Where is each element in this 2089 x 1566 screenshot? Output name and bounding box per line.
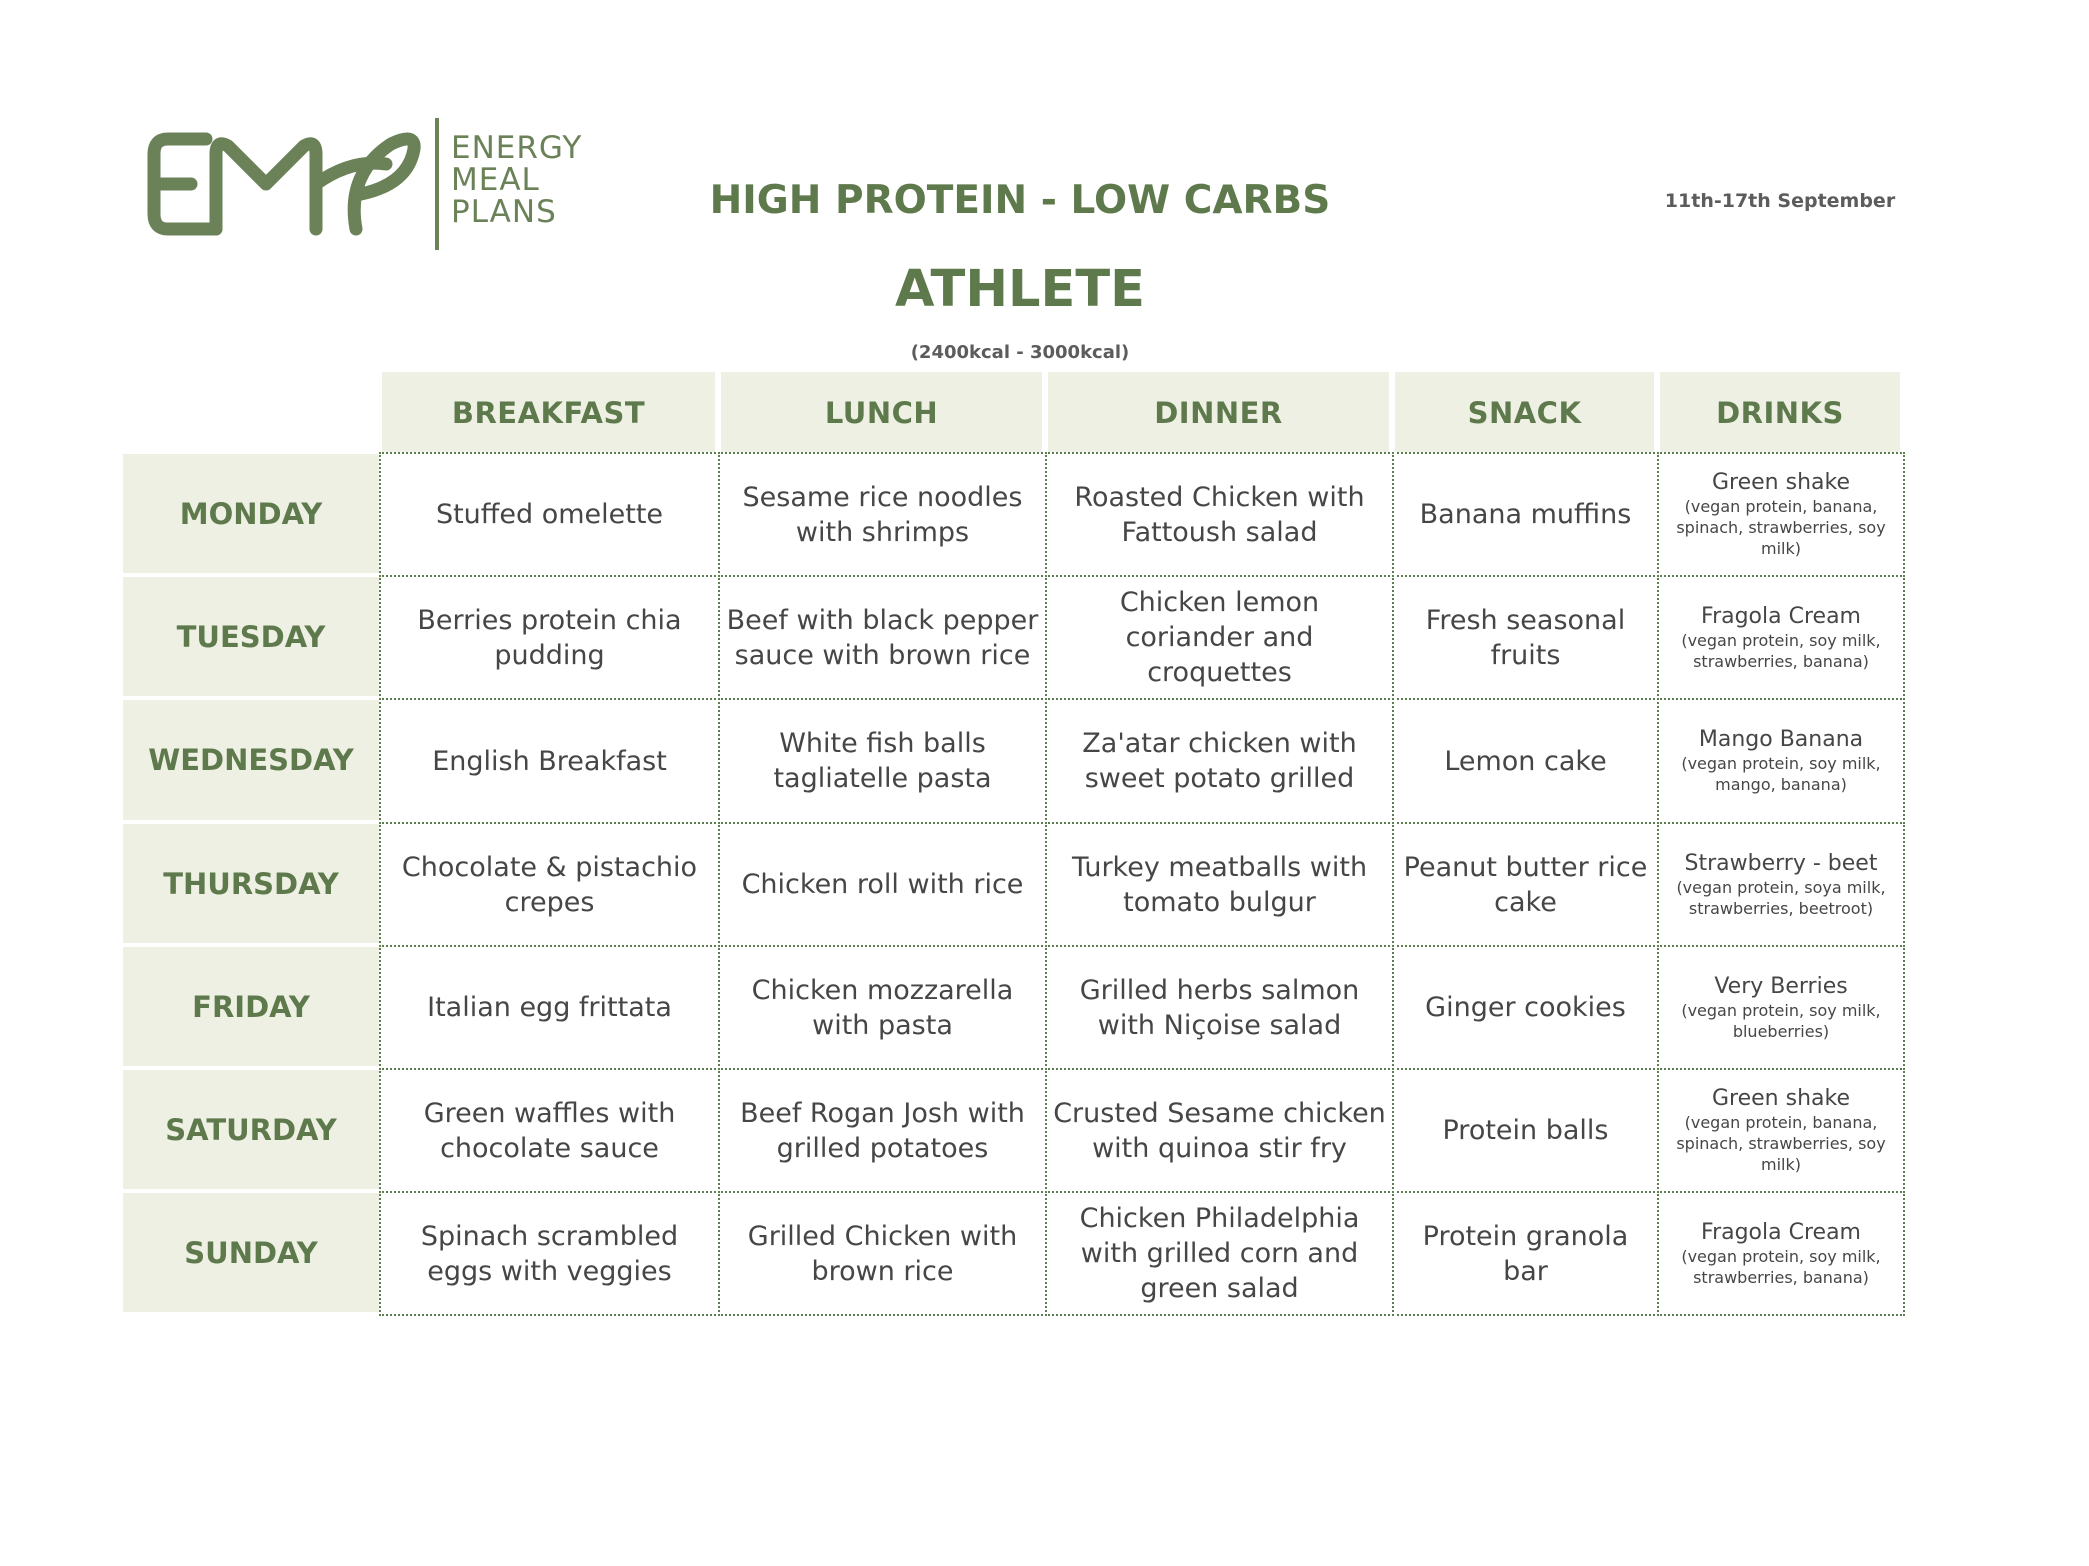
drink-ingredients: (vegan protein, banana, spinach, strawberries, soy milk) <box>1676 1113 1886 1174</box>
meal-cell-dinner: Crusted Sesame chicken with quinoa stir fry <box>1045 1068 1394 1193</box>
drink-name: Very Berries <box>1714 973 1848 999</box>
meal-cell-snack: Peanut butter rice cake <box>1392 822 1659 947</box>
brand-name <box>451 132 582 228</box>
category-title: ATHLETE <box>895 260 1145 319</box>
drink-cell <box>1657 698 1905 824</box>
drink-cell <box>1657 452 1905 577</box>
meal-cell-breakfast: English Breakfast <box>379 698 720 824</box>
drink-name: Strawberry - beet <box>1684 850 1878 876</box>
drink-name: Mango Banana <box>1698 727 1864 752</box>
column-header-drinks: DRINKS <box>1660 372 1900 454</box>
meal-cell-dinner: Za'atar chicken with sweet potato grilled <box>1045 698 1394 824</box>
meal-cell-snack: Ginger cookies <box>1392 945 1659 1070</box>
drink-cell <box>1657 822 1905 947</box>
meal-cell-lunch: Sesame rice noodles with shrimps <box>718 452 1047 577</box>
day-label-monday: MONDAY <box>123 454 379 573</box>
date-range: 11th-17th September <box>1664 190 1896 212</box>
drink-name: Fragola Cream <box>1701 603 1861 629</box>
meal-cell-lunch: Chicken mozzarella with pasta <box>718 945 1047 1070</box>
brand-logo <box>146 114 606 254</box>
meal-cell-dinner: Chicken lemon coriander and croquettes <box>1045 575 1394 700</box>
day-label-tuesday: TUESDAY <box>123 577 379 696</box>
meal-cell-breakfast: Spinach scrambled eggs with veggies <box>379 1191 720 1316</box>
meal-cell-breakfast: Chocolate & pistachio crepes <box>379 822 720 947</box>
drink-ingredients: (vegan protein, soya milk, strawberries, beetroot) <box>1676 877 1886 918</box>
drink-ingredients: (vegan protein, soy milk, strawberries, banana) <box>1681 630 1881 671</box>
day-label-wednesday: WEDNESDAY <box>123 700 379 820</box>
meal-cell-snack: Lemon cake <box>1392 698 1659 824</box>
drink-ingredients: (vegan protein, soy milk, blueberries) <box>1681 1000 1881 1041</box>
kcal-range: (2400kcal - 3000kcal) <box>910 342 1130 363</box>
meal-cell-lunch: White fish balls tagliatelle pasta <box>718 698 1047 824</box>
meal-cell-snack: Banana muffins <box>1392 452 1659 577</box>
plan-title: HIGH PROTEIN - LOW CARBS <box>709 178 1331 223</box>
drink-ingredients: (vegan protein, banana, spinach, strawberries, soy milk) <box>1676 497 1886 558</box>
drink-name: Green shake <box>1712 1086 1850 1111</box>
drink-cell <box>1657 945 1905 1070</box>
meal-cell-lunch: Beef with black pepper sauce with brown rice <box>718 575 1047 700</box>
drink-name: Green shake <box>1712 470 1850 495</box>
meal-cell-breakfast: Stuffed omelette <box>379 452 720 577</box>
meal-cell-lunch: Chicken roll with rice <box>718 822 1047 947</box>
drink-cell <box>1657 1068 1905 1193</box>
brand-divider <box>435 118 439 250</box>
meal-cell-snack: Protein granola bar <box>1392 1191 1659 1316</box>
day-label-thursday: THURSDAY <box>123 824 379 943</box>
column-header-dinner: DINNER <box>1048 372 1389 454</box>
brand-line: MEAL <box>451 162 540 198</box>
day-label-saturday: SATURDAY <box>123 1070 379 1189</box>
brand-line: ENERGY <box>451 130 583 166</box>
meal-cell-breakfast: Green waffles with chocolate sauce <box>379 1068 720 1193</box>
day-label-friday: FRIDAY <box>123 947 379 1066</box>
day-label-sunday: SUNDAY <box>123 1193 379 1312</box>
meal-cell-lunch: Beef Rogan Josh with grilled potatoes <box>718 1068 1047 1193</box>
meal-cell-breakfast: Italian egg frittata <box>379 945 720 1070</box>
meal-cell-snack: Fresh seasonal fruits <box>1392 575 1659 700</box>
drink-name: Fragola Cream <box>1701 1219 1861 1245</box>
meal-cell-dinner: Chicken Philadelphia with grilled corn and green salad <box>1045 1191 1394 1316</box>
brand-line: PLANS <box>451 194 557 230</box>
drink-cell <box>1657 1191 1905 1316</box>
meal-cell-dinner: Turkey meatballs with tomato bulgur <box>1045 822 1394 947</box>
meal-cell-dinner: Grilled herbs salmon with Niçoise salad <box>1045 945 1394 1070</box>
meal-cell-dinner: Roasted Chicken with Fattoush salad <box>1045 452 1394 577</box>
meal-cell-snack: Protein balls <box>1392 1068 1659 1193</box>
column-header-snack: SNACK <box>1395 372 1654 454</box>
drink-ingredients: (vegan protein, soy milk, mango, banana) <box>1681 754 1881 794</box>
drink-cell <box>1657 575 1905 700</box>
meal-cell-lunch: Grilled Chicken with brown rice <box>718 1191 1047 1316</box>
column-header-breakfast: BREAKFAST <box>382 372 715 454</box>
meal-cell-breakfast: Berries protein chia pudding <box>379 575 720 700</box>
emp-logo-mark <box>146 114 436 254</box>
column-header-lunch: LUNCH <box>721 372 1042 454</box>
drink-ingredients: (vegan protein, soy milk, strawberries, banana) <box>1681 1246 1881 1287</box>
